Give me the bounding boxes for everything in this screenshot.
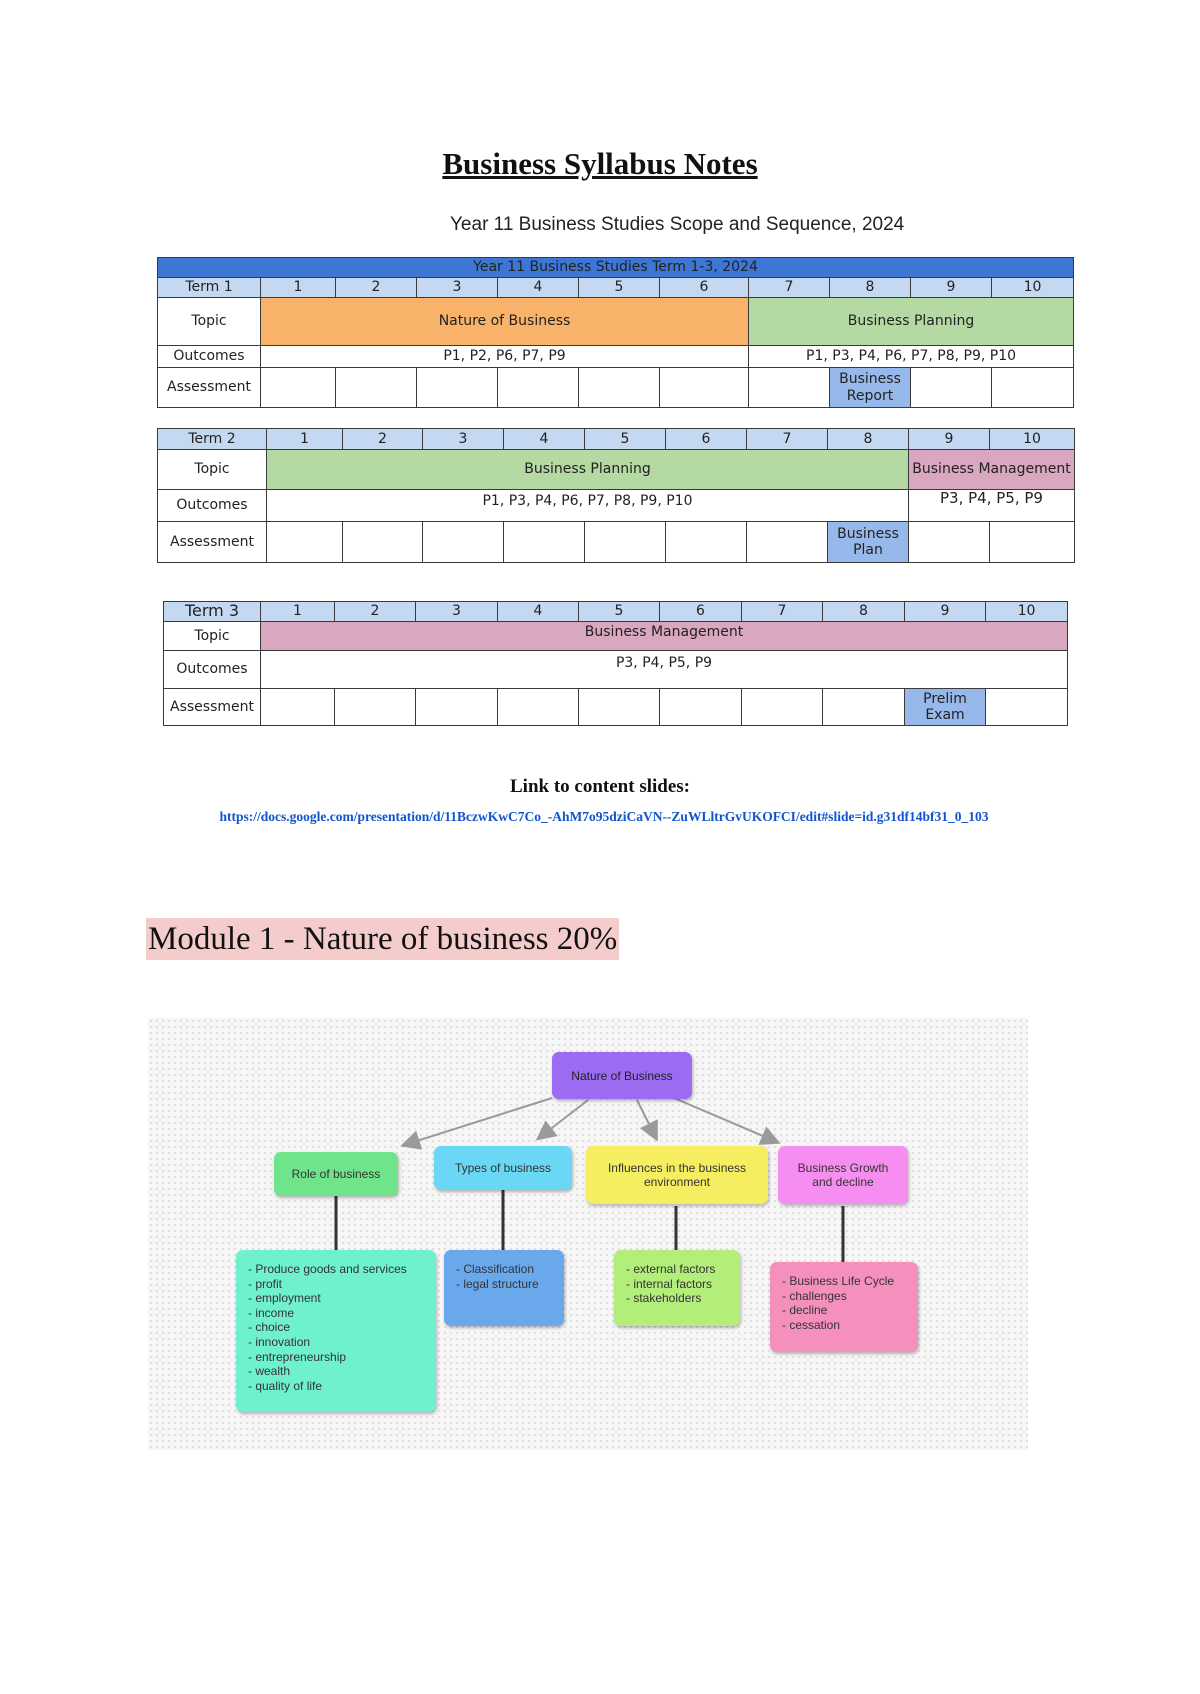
content-slides-link[interactable]: https://docs.google.com/presentation/d/11BczwKwC7Co_-AhM7o95dziCaVN--ZuWLltrGvUKOFCI/edit#slide=id.g31df14bf31_0_103 [219,809,989,824]
week-header: 3 [417,278,498,298]
document-title: Business Syllabus Notes [442,146,758,181]
assessment-cell [343,522,423,563]
week-header: 5 [579,602,660,622]
assessment-cell [416,689,498,726]
list-item: - innovation [248,1334,311,1349]
term1-banner: Year 11 Business Studies Term 1-3, 2024 [158,258,1074,278]
list-item: - internal factors [626,1276,713,1291]
topic-row-label: Topic [164,622,261,651]
assessment-cell [504,522,585,563]
assessment-cell [823,689,905,726]
assessment-cell [992,368,1074,408]
arrow-to-types [539,1100,588,1138]
assessment-cell [660,368,749,408]
outcomes-row-label: Outcomes [164,651,261,689]
outcomes-row-label: Outcomes [158,490,267,522]
growth-and-decline-node [778,1146,908,1204]
assessment-business-plan: Business Plan [828,522,909,563]
assessment-cell [909,522,990,563]
assessment-cell [423,522,504,563]
assessment-row-label: Assessment [158,368,261,408]
topic-business-planning: Business Planning [749,298,1074,346]
assessment-cell [417,368,498,408]
node-label: Role of business [291,1167,381,1181]
assessment-cell [990,522,1075,563]
arrow-to-role [404,1098,552,1145]
week-header: 8 [828,429,909,450]
week-header: 2 [336,278,417,298]
list-item: - cessation [782,1317,841,1332]
assessment-row-label: Assessment [158,522,267,563]
week-header: 10 [990,429,1075,450]
topic-nature-of-business: Nature of Business [261,298,749,346]
detail-list [456,1262,554,1291]
assessment-cell [579,368,660,408]
list-item: - income [248,1305,295,1320]
week-header: 4 [498,278,579,298]
list-item: - challenges [782,1288,847,1303]
node-label: Types of business [454,1161,552,1175]
week-header: 9 [905,602,986,622]
assessment-cell [742,689,823,726]
arrow-to-growth [674,1098,777,1142]
week-header: 8 [830,278,911,298]
list-item: - decline [782,1303,828,1318]
term2-label: Term 2 [158,429,267,450]
topic-row-label: Topic [158,450,267,490]
week-header: 7 [749,278,830,298]
assessment-cell [261,689,335,726]
nature-of-business-mindmap [148,1018,1028,1450]
detail-list [248,1262,426,1393]
assessment-cell [498,689,579,726]
list-item: - entrepreneurship [248,1349,347,1364]
assessment-cell [335,689,416,726]
outcomes-cell: P1, P2, P6, P7, P9 [261,346,749,368]
week-header: 5 [579,278,660,298]
week-header: 10 [992,278,1074,298]
week-header: 8 [823,602,905,622]
week-header: 7 [747,429,828,450]
term3-table [163,601,1068,726]
assessment-cell [585,522,666,563]
list-item: - quality of life [248,1378,323,1393]
assessment-cell [666,522,747,563]
detail-list [782,1274,908,1332]
node-label: Business Growth and decline [797,1161,889,1189]
growth-and-decline-detail-node [770,1262,918,1352]
list-item: - Produce goods and services [248,1262,407,1276]
week-header: 3 [423,429,504,450]
assessment-cell [747,522,828,563]
assessment-cell [267,522,343,563]
assessment-cell [911,368,992,408]
assessment-business-report: Business Report [830,368,911,408]
center-node-label: Nature of Business [571,1068,673,1083]
influences-node [586,1146,768,1204]
assessment-prelim-exam: Prelim Exam [905,689,986,726]
week-header: 1 [267,429,343,450]
term3-label: Term 3 [164,602,261,622]
list-item: - employment [248,1291,321,1306]
arrow-to-influences [637,1100,656,1138]
outcomes-cell: P1, P3, P4, P6, P7, P8, P9, P10 [267,490,909,522]
list-item: - external factors [626,1262,716,1276]
week-header: 6 [666,429,747,450]
term1-table [157,257,1074,408]
scope-sequence-subtitle: Year 11 Business Studies Scope and Sequence, 2024 [450,214,905,235]
week-header: 9 [909,429,990,450]
outcomes-cell: P1, P3, P4, P6, P7, P8, P9, P10 [749,346,1074,368]
content-slides-heading: Link to content slides: [510,776,690,797]
list-item: - legal structure [456,1276,539,1291]
role-of-business-node [274,1152,398,1196]
assessment-cell [660,689,742,726]
week-header: 6 [660,278,749,298]
topic-business-management: Business Management [909,450,1075,490]
list-item: - Business Life Cycle [782,1274,895,1288]
week-header: 5 [585,429,666,450]
week-header: 4 [504,429,585,450]
detail-list [626,1262,730,1306]
list-item: - profit [248,1276,283,1291]
week-header: 2 [335,602,416,622]
module-heading: Module 1 - Nature of business 20% [146,918,619,960]
center-node [552,1052,692,1099]
influences-detail-node [614,1250,740,1326]
week-header: 2 [343,429,423,450]
assessment-cell [336,368,417,408]
week-header: 6 [660,602,742,622]
assessment-cell [986,689,1068,726]
types-of-business-detail-node [444,1250,564,1326]
topic-business-planning: Business Planning [267,450,909,490]
week-header: 10 [986,602,1068,622]
topic-row-label: Topic [158,298,261,346]
list-item: - choice [248,1320,291,1335]
assessment-cell [579,689,660,726]
assessment-cell [498,368,579,408]
assessment-row-label: Assessment [164,689,261,726]
week-header: 3 [416,602,498,622]
week-header: 1 [261,602,335,622]
types-of-business-node [434,1146,572,1190]
list-item: - wealth [248,1364,291,1379]
role-of-business-detail-node [236,1250,436,1412]
outcomes-cell: P3, P4, P5, P9 [261,651,1068,689]
term1-label: Term 1 [158,278,261,298]
list-item: - stakeholders [626,1291,702,1306]
week-header: 4 [498,602,579,622]
week-header: 1 [261,278,336,298]
outcomes-row-label: Outcomes [158,346,261,368]
node-label: Influences in the business environment [607,1161,747,1189]
assessment-cell [261,368,336,408]
week-header: 7 [742,602,823,622]
week-header: 9 [911,278,992,298]
topic-business-management: Business Management [261,622,1068,651]
list-item: - Classification [456,1262,535,1276]
assessment-cell [749,368,830,408]
term2-table [157,428,1075,563]
outcomes-cell: P3, P4, P5, P9 [909,490,1075,522]
